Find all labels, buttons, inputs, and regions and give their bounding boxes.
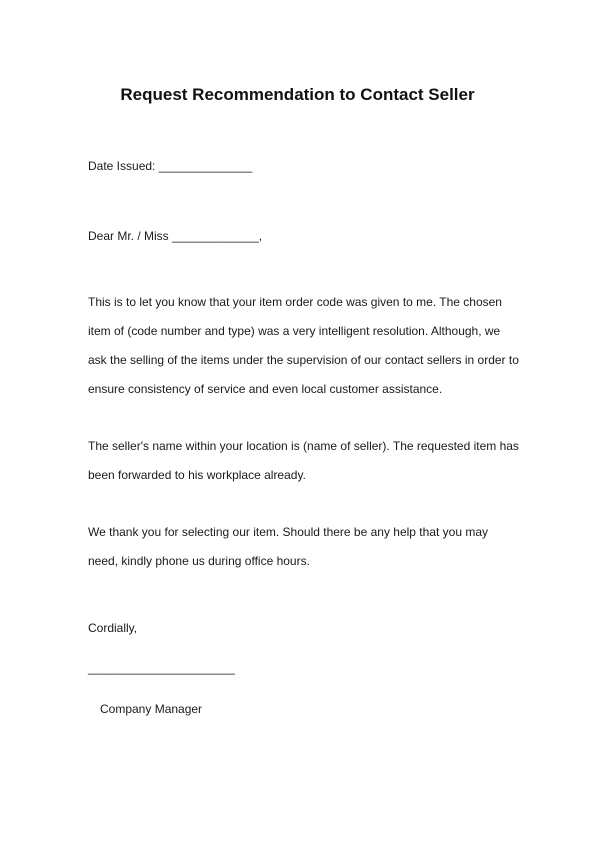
paragraph2-line1: The seller's name within your location is (name of seller). The requested item has <box>88 439 519 453</box>
paragraph3-line1: We thank you for selecting our item. Should there be any help that you may <box>88 525 489 539</box>
paragraph1-line2: item of (code number and type) was a very intelligent resolution. Although, we <box>88 324 501 338</box>
paragraph1-line1: This is to let you know that your item order code was given to me. The chosen <box>88 295 502 309</box>
date-issued-line: Date Issued: ______________ <box>88 159 253 173</box>
document-title: Request Recommendation to Contact Seller <box>120 85 475 104</box>
paragraph1-line3: ask the selling of the items under the supervision of our contact sellers in order to <box>88 353 519 367</box>
signature-line: ______________________ <box>88 661 235 675</box>
paragraph3-line2: need, kindly phone us during office hours. <box>88 554 310 568</box>
salutation-line: Dear Mr. / Miss _____________, <box>88 229 263 243</box>
paragraph1-line4: ensure consistency of service and even local customer assistance. <box>88 382 443 396</box>
closing-line: Cordially, <box>88 621 138 635</box>
signer-title: Company Manager <box>100 702 203 716</box>
paragraph2-line2: been forwarded to his workplace already. <box>88 468 306 482</box>
